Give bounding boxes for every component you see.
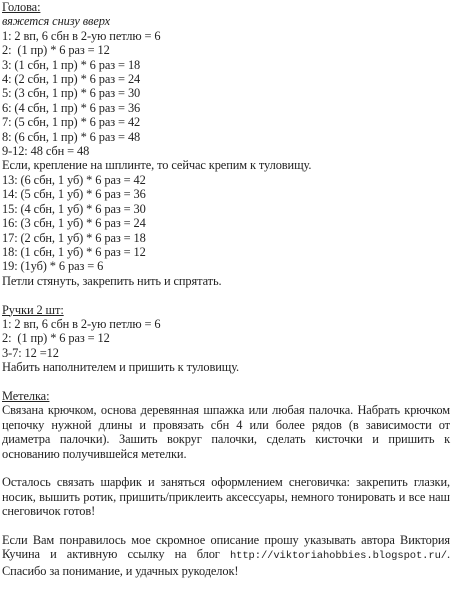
head-rows	[2, 29, 450, 288]
final-paragraph: Осталось связать шарфик и заняться оформлением снеговичка: закрепить глазки, носик, вышить ротик, пришить/приклеить аксессуары, немного тонировать и все наш снеговичок готов!	[2, 475, 450, 519]
section-spacer	[2, 519, 450, 533]
broom-description: Связана крючком, основа деревянная шпажка или любая палочка. Набрать крючком цепочку нужной длины и провязать сбн 4 или более рядов (в зависимости от диаметра палочки). Зашить вокруг палочки, сделать кисточки и пришить к основанию получившейся метелки.	[2, 403, 450, 461]
hands-section-title: Ручки 2 шт:	[2, 302, 64, 317]
pattern-row: 9-12: 48 сбн = 48	[2, 144, 90, 159]
blog-link[interactable]: http://viktoriahobbies.blogspot.ru/	[229, 550, 447, 563]
pattern-row: 13: (6 сбн, 1 уб) * 6 раз = 42	[2, 172, 146, 187]
pattern-note: Если, крепление на шплинте, то сейчас крепим к туловищу.	[2, 158, 312, 173]
pattern-row: 6: (4 сбн, 1 пр) * 6 раз = 36	[2, 100, 141, 115]
pattern-row: 2: (1 пр) * 6 раз = 12	[2, 331, 110, 346]
credit-paragraph	[2, 533, 450, 578]
section-spacer	[2, 375, 450, 389]
broom-section-title: Метелка:	[2, 388, 50, 403]
pattern-note: Петли стянуть, закрепить нить и спрятать.	[2, 273, 222, 288]
head-section-subtitle: вяжется снизу вверх	[2, 14, 110, 29]
section-spacer	[2, 461, 450, 475]
pattern-row: 4: (2 сбн, 1 пр) * 6 раз = 24	[2, 72, 141, 87]
pattern-note: Набить наполнителем и пришить к туловищу.	[2, 360, 240, 375]
head-section-title: Голова:	[2, 0, 41, 14]
pattern-row: 14: (5 сбн, 1 уб) * 6 раз = 36	[2, 187, 146, 202]
pattern-row: 16: (3 сбн, 1 уб) * 6 раз = 24	[2, 216, 146, 231]
section-spacer	[2, 288, 450, 302]
credit-text-before: Если Вам понравилось мое скромное описание прошу указывать автора Виктория Кучина и активную ссылку на блог	[2, 532, 450, 562]
pattern-row: 15: (4 сбн, 1 уб) * 6 раз = 30	[2, 201, 146, 216]
pattern-row: 5: (3 сбн, 1 пр) * 6 раз = 30	[2, 86, 141, 101]
credit-text-after: . Спасибо за понимание, и удачных рукоделок!	[2, 547, 450, 578]
pattern-row: 18: (1 сбн, 1 уб) * 6 раз = 12	[2, 244, 146, 259]
pattern-row: 1: 2 вп, 6 сбн в 2-ую петлю = 6	[2, 316, 161, 331]
pattern-row: 8: (6 сбн, 1 пр) * 6 раз = 48	[2, 129, 141, 144]
pattern-row: 19: (1уб) * 6 раз = 6	[2, 259, 104, 274]
pattern-row: 7: (5 сбн, 1 пр) * 6 раз = 42	[2, 115, 141, 130]
pattern-row: 3: (1 сбн, 1 пр) * 6 раз = 18	[2, 57, 141, 72]
pattern-row: 1: 2 вп, 6 сбн в 2-ую петлю = 6	[2, 28, 161, 43]
pattern-row: 2: (1 пр) * 6 раз = 12	[2, 43, 110, 58]
pattern-page	[2, 0, 450, 578]
pattern-row: 3-7: 12 =12	[2, 345, 59, 360]
hands-rows	[2, 317, 450, 375]
pattern-row: 17: (2 сбн, 1 уб) * 6 раз = 18	[2, 230, 146, 245]
